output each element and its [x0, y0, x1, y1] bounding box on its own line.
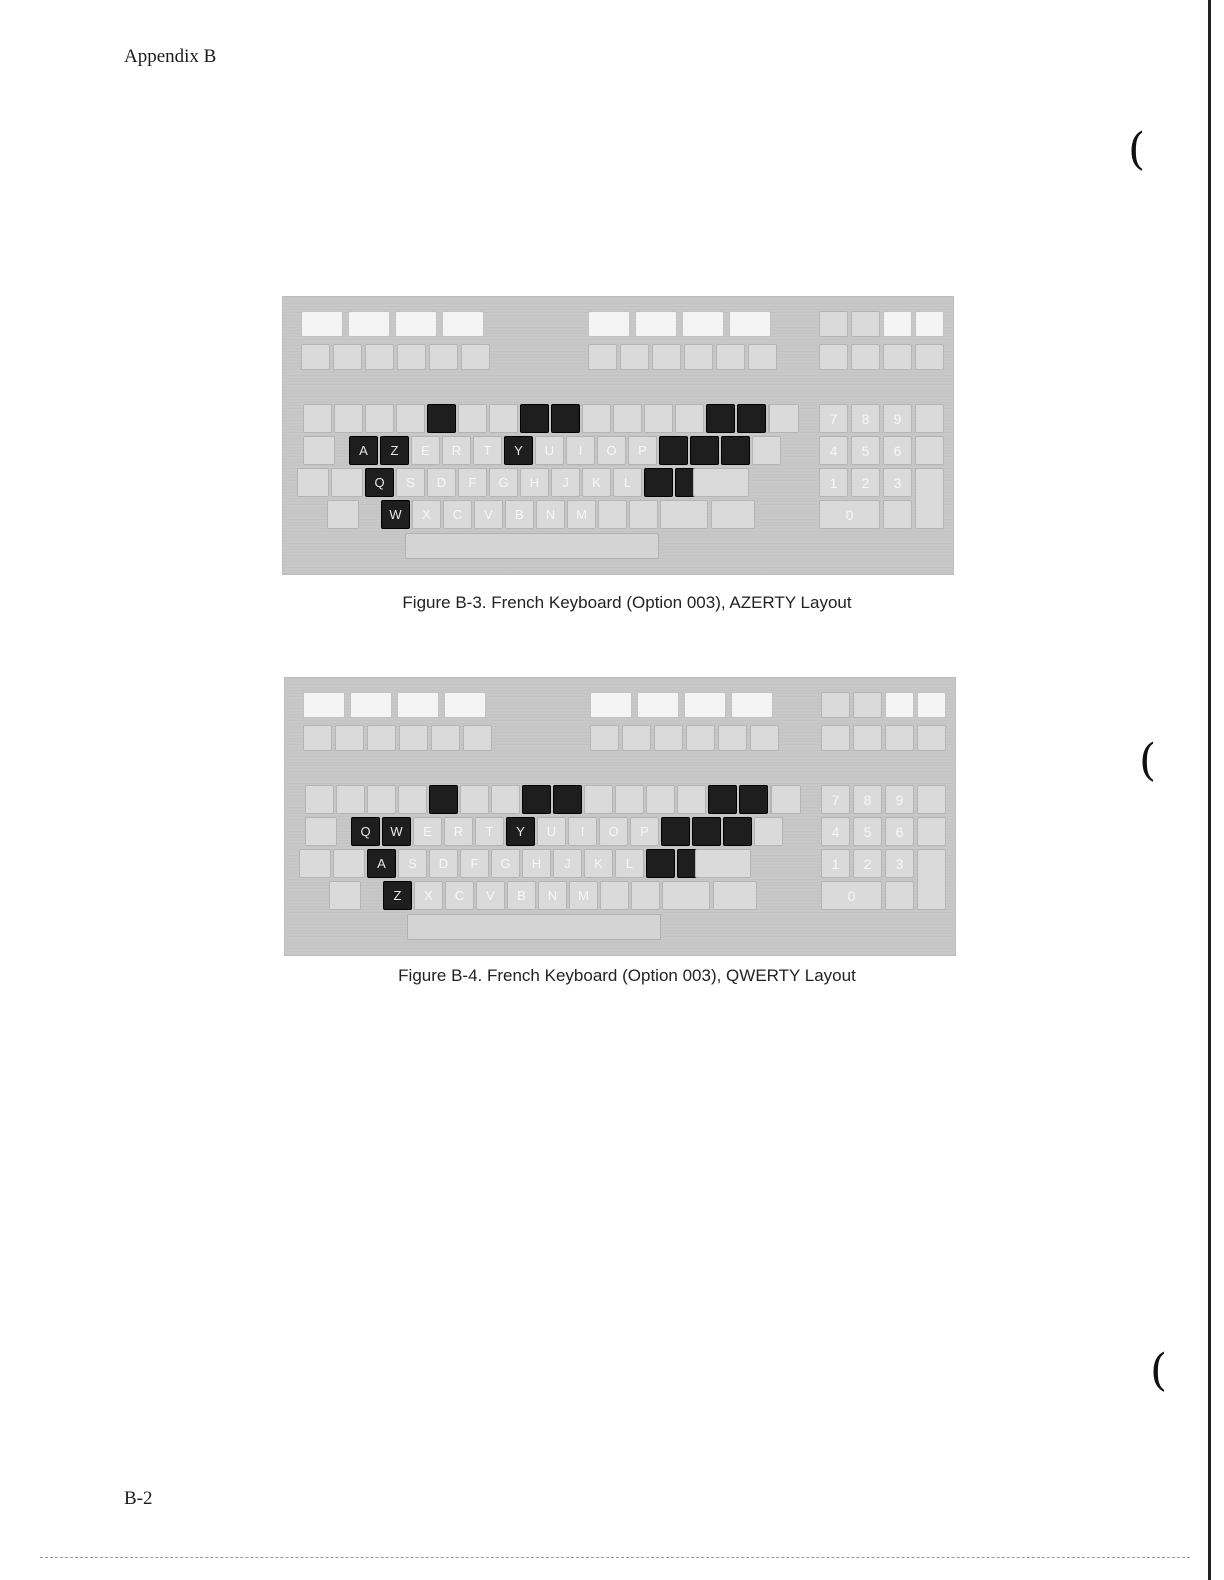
number-row-key [737, 404, 766, 433]
modifier-key [297, 468, 329, 497]
modifier-key [333, 849, 365, 878]
number-row-key [644, 404, 673, 433]
system-key [917, 692, 946, 718]
system-key [885, 725, 914, 751]
letter-key: R [442, 436, 471, 465]
letter-key: J [553, 849, 582, 878]
punctuation-key [598, 500, 627, 529]
number-row-key [305, 785, 334, 814]
system-key [853, 692, 882, 718]
cursor-key [590, 725, 619, 751]
shift-key [660, 500, 708, 529]
numpad-key [915, 436, 944, 465]
function-key [635, 311, 677, 337]
function-key [350, 692, 392, 718]
page-number: B-2 [124, 1488, 153, 1509]
cursor-key [588, 344, 617, 370]
number-row-key [489, 404, 518, 433]
number-row-key [677, 785, 706, 814]
numpad-key: 9 [883, 404, 912, 433]
number-row-key [427, 404, 456, 433]
letter-key: D [427, 468, 456, 497]
letter-key: K [584, 849, 613, 878]
letter-key: T [475, 817, 504, 846]
letter-key: D [429, 849, 458, 878]
number-row-key [708, 785, 737, 814]
return-key [695, 849, 751, 878]
function-key [397, 692, 439, 718]
system-key [819, 311, 848, 337]
letter-key: Y [506, 817, 535, 846]
letter-key: W [382, 817, 411, 846]
punctuation-key [754, 817, 783, 846]
numpad-key [883, 500, 912, 529]
letter-key: T [473, 436, 502, 465]
cursor-key [718, 725, 747, 751]
letter-key: B [505, 500, 534, 529]
figure-caption: Figure B-3. French Keyboard (Option 003), AZERTY Layout [402, 593, 852, 612]
function-key [301, 311, 343, 337]
numpad-key [917, 785, 946, 814]
system-key [821, 692, 850, 718]
margin-rule [1208, 0, 1211, 1580]
system-key [851, 344, 880, 370]
numpad-key: 5 [853, 817, 882, 846]
editing-key [463, 725, 492, 751]
letter-key: W [381, 500, 410, 529]
number-row-key [739, 785, 768, 814]
cursor-key [620, 344, 649, 370]
punctuation-key [659, 436, 688, 465]
number-row-key [646, 785, 675, 814]
punctuation-key [692, 817, 721, 846]
letter-key: F [458, 468, 487, 497]
letter-key: C [445, 881, 474, 910]
letter-key: G [489, 468, 518, 497]
number-row-key [336, 785, 365, 814]
cursor-key [748, 344, 777, 370]
numpad-key: 3 [885, 849, 914, 878]
system-key [851, 311, 880, 337]
backspace-key [771, 785, 801, 814]
punctuation-key [600, 881, 629, 910]
numpad-key: 6 [885, 817, 914, 846]
system-key [885, 692, 914, 718]
function-key [303, 692, 345, 718]
binder-hole-mark: ( [1150, 1345, 1168, 1396]
cursor-key [716, 344, 745, 370]
function-key [588, 311, 630, 337]
letter-key: X [412, 500, 441, 529]
letter-key: V [476, 881, 505, 910]
backspace-key [769, 404, 799, 433]
letter-key: N [536, 500, 565, 529]
numpad-key: 0 [821, 881, 882, 910]
number-row-key [613, 404, 642, 433]
function-key [590, 692, 632, 718]
delete-key [713, 881, 757, 910]
numpad-key: 2 [853, 849, 882, 878]
number-row-key [675, 404, 704, 433]
letter-key: E [413, 817, 442, 846]
editing-key [431, 725, 460, 751]
modifier-key [329, 881, 361, 910]
return-key [693, 468, 749, 497]
editing-key [303, 725, 332, 751]
function-key [682, 311, 724, 337]
keyboard-photo-qwerty [284, 677, 956, 956]
editing-key [365, 344, 394, 370]
numpad-key: 1 [819, 468, 848, 497]
punctuation-key [631, 881, 660, 910]
punctuation-key [752, 436, 781, 465]
modifier-key [303, 436, 335, 465]
numpad-key: 4 [821, 817, 850, 846]
letter-key: N [538, 881, 567, 910]
letter-key: M [569, 881, 598, 910]
punctuation-key [661, 817, 690, 846]
system-key [821, 725, 850, 751]
letter-key: H [522, 849, 551, 878]
number-row-key [303, 404, 332, 433]
editing-key [335, 725, 364, 751]
letter-key: H [520, 468, 549, 497]
letter-key: S [396, 468, 425, 497]
system-key [915, 311, 944, 337]
function-key [348, 311, 390, 337]
number-row-key [398, 785, 427, 814]
letter-key: U [537, 817, 566, 846]
punctuation-key [644, 468, 673, 497]
numpad-key [885, 881, 914, 910]
spacebar [407, 914, 661, 940]
page-header: Appendix B [124, 46, 217, 67]
number-row-key [522, 785, 551, 814]
numpad-key: 2 [851, 468, 880, 497]
cursor-key [622, 725, 651, 751]
letter-key: J [551, 468, 580, 497]
letter-key: G [491, 849, 520, 878]
numpad-key [915, 404, 944, 433]
letter-key: V [474, 500, 503, 529]
letter-key: Y [504, 436, 533, 465]
number-row-key [553, 785, 582, 814]
letter-key: Z [380, 436, 409, 465]
numpad-key: 0 [819, 500, 880, 529]
letter-key: I [566, 436, 595, 465]
punctuation-key [690, 436, 719, 465]
editing-key [397, 344, 426, 370]
letter-key: U [535, 436, 564, 465]
system-key [819, 344, 848, 370]
binder-hole-mark: ( [1139, 735, 1157, 786]
system-key [853, 725, 882, 751]
number-row-key [551, 404, 580, 433]
number-row-key [460, 785, 489, 814]
editing-key [333, 344, 362, 370]
letter-key: Z [383, 881, 412, 910]
letter-key: O [599, 817, 628, 846]
modifier-key [327, 500, 359, 529]
page-bottom-rule [40, 1557, 1190, 1558]
letter-key: P [630, 817, 659, 846]
letter-key: R [444, 817, 473, 846]
function-key [684, 692, 726, 718]
numpad-key: 8 [851, 404, 880, 433]
numpad-key [917, 817, 946, 846]
punctuation-key [629, 500, 658, 529]
punctuation-key [646, 849, 675, 878]
letter-key: Q [351, 817, 380, 846]
system-key [883, 311, 912, 337]
number-row-key [334, 404, 363, 433]
number-row-key [706, 404, 735, 433]
enter-key [917, 849, 946, 910]
keyboard-photo-azerty [282, 296, 954, 575]
letter-key: L [615, 849, 644, 878]
system-key [915, 344, 944, 370]
editing-key [399, 725, 428, 751]
numpad-key: 4 [819, 436, 848, 465]
letter-key: X [414, 881, 443, 910]
modifier-key [305, 817, 337, 846]
number-row-key [584, 785, 613, 814]
function-key [731, 692, 773, 718]
number-row-key [615, 785, 644, 814]
letter-key: A [367, 849, 396, 878]
editing-key [367, 725, 396, 751]
letter-key: A [349, 436, 378, 465]
function-key [637, 692, 679, 718]
number-row-key [367, 785, 396, 814]
letter-key: O [597, 436, 626, 465]
cursor-key [686, 725, 715, 751]
system-key [883, 344, 912, 370]
numpad-key: 6 [883, 436, 912, 465]
number-row-key [582, 404, 611, 433]
delete-key [711, 500, 755, 529]
figure-caption: Figure B-4. French Keyboard (Option 003), QWERTY Layout [398, 966, 856, 985]
numpad-key: 7 [821, 785, 850, 814]
letter-key: M [567, 500, 596, 529]
editing-key [429, 344, 458, 370]
letter-key: P [628, 436, 657, 465]
cursor-key [654, 725, 683, 751]
punctuation-key [721, 436, 750, 465]
letter-key: S [398, 849, 427, 878]
function-key [444, 692, 486, 718]
cursor-key [750, 725, 779, 751]
numpad-key: 9 [885, 785, 914, 814]
letter-key: I [568, 817, 597, 846]
letter-key: F [460, 849, 489, 878]
number-row-key [491, 785, 520, 814]
numpad-key: 8 [853, 785, 882, 814]
number-row-key [520, 404, 549, 433]
number-row-key [396, 404, 425, 433]
modifier-key [331, 468, 363, 497]
numpad-key: 7 [819, 404, 848, 433]
editing-key [301, 344, 330, 370]
letter-key: C [443, 500, 472, 529]
letter-key: L [613, 468, 642, 497]
number-row-key [458, 404, 487, 433]
binder-hole-mark: ( [1128, 124, 1146, 175]
numpad-key: 5 [851, 436, 880, 465]
letter-key: Q [365, 468, 394, 497]
enter-key [915, 468, 944, 529]
function-key [442, 311, 484, 337]
punctuation-key [723, 817, 752, 846]
letter-key: K [582, 468, 611, 497]
numpad-key: 3 [883, 468, 912, 497]
numpad-key: 1 [821, 849, 850, 878]
editing-key [461, 344, 490, 370]
spacebar [405, 533, 659, 559]
number-row-key [429, 785, 458, 814]
function-key [729, 311, 771, 337]
function-key [395, 311, 437, 337]
shift-key [662, 881, 710, 910]
letter-key: E [411, 436, 440, 465]
number-row-key [365, 404, 394, 433]
system-key [917, 725, 946, 751]
modifier-key [299, 849, 331, 878]
cursor-key [684, 344, 713, 370]
cursor-key [652, 344, 681, 370]
letter-key: B [507, 881, 536, 910]
